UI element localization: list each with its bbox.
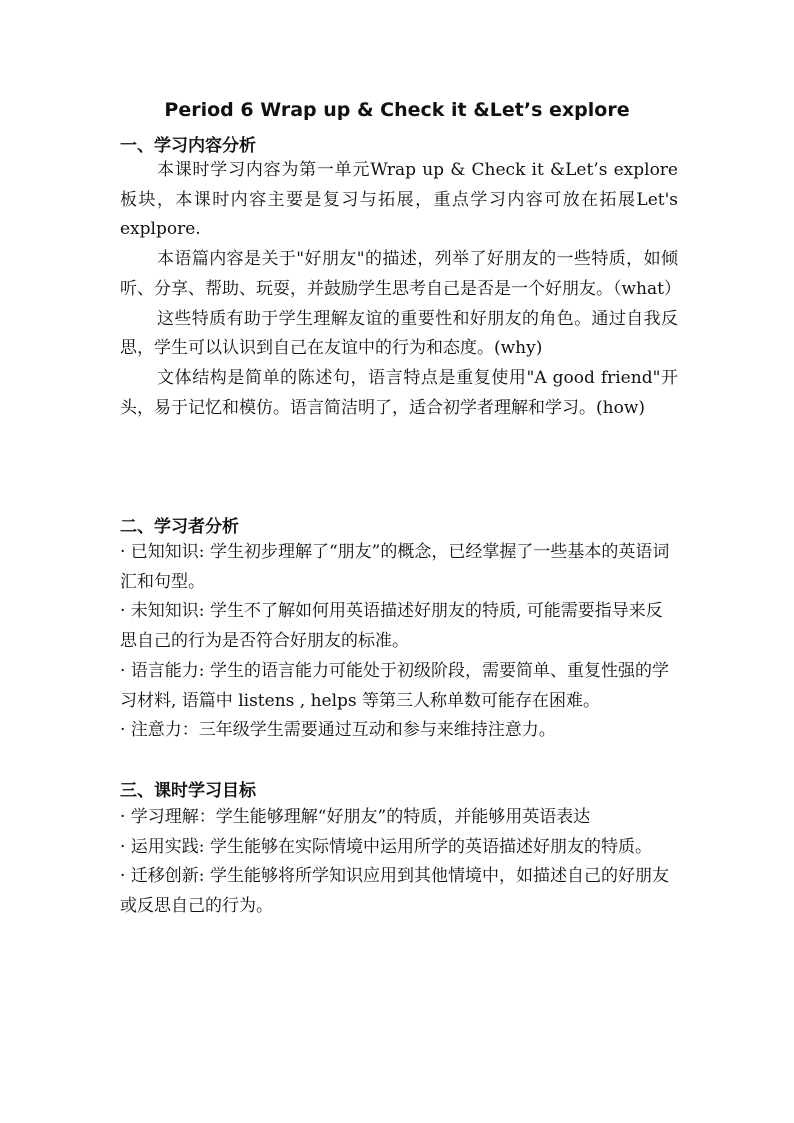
paragraph: 文体结构是简单的陈述句，语言特点是重复使用"A good friend"开头，易于记忆和模仿。语言简洁明了，适合初学者理解和学习。(how)	[120, 367, 678, 418]
learner-analysis-list	[120, 538, 678, 746]
list-item: · 未知知识: 学生不了解如何用英语描述好朋友的特质, 可能需要指导来反思自己的行为是否符合好朋友的标准。	[120, 601, 663, 652]
page-title: Period 6 Wrap up & Check it &Let’s explore	[164, 99, 630, 121]
paragraph: 这些特质有助于学生理解友谊的重要性和好朋友的角色。通过自我反思，学生可以认识到自己在友谊中的行为和态度。(why)	[120, 308, 678, 359]
list-item: · 已知知识: 学生初步理解了“朋友”的概念，已经掌握了一些基本的英语词汇和句型。	[120, 542, 670, 592]
section-heading-learner-analysis: 二、学习者分析	[120, 517, 239, 537]
list-item: · 运用实践: 学生能够在实际情境中运用所学的英语描述好朋友的特质。	[120, 836, 652, 857]
learning-objectives-list	[120, 803, 678, 922]
section-heading-learning-objectives: 三、课时学习目标	[120, 781, 256, 801]
list-item: · 注意力：三年级学生需要通过互动和参与来维持注意力。	[120, 720, 556, 741]
paragraph: 本语篇内容是关于"好朋友"的描述，列举了好朋友的一些特质，如倾听、分享、帮助、玩耍，并鼓励学生思考自己是否是一个好朋友。（what）	[120, 249, 681, 299]
content-analysis-body	[120, 156, 681, 423]
paragraph: 本课时学习内容为第一单元Wrap up & Check it &Let’s explore板块，本课时内容主要是复习与拓展，重点学习内容可放在拓展Let's explpore.	[120, 160, 678, 240]
list-item: · 迁移创新: 学生能够将所学知识应用到其他情境中，如描述自己的好朋友或反思自己的行为。	[120, 866, 669, 917]
list-item: · 语言能力: 学生的语言能力可能处于初级阶段，需要简单、重复性强的学习材料, 语篇中 listens , helps 等第三人称单数可能存在困难。	[120, 660, 669, 711]
list-item: · 学习理解：学生能够理解“好朋友”的特质，并能够用英语表达	[120, 807, 591, 827]
section-heading-content-analysis: 一、学习内容分析	[120, 136, 256, 156]
